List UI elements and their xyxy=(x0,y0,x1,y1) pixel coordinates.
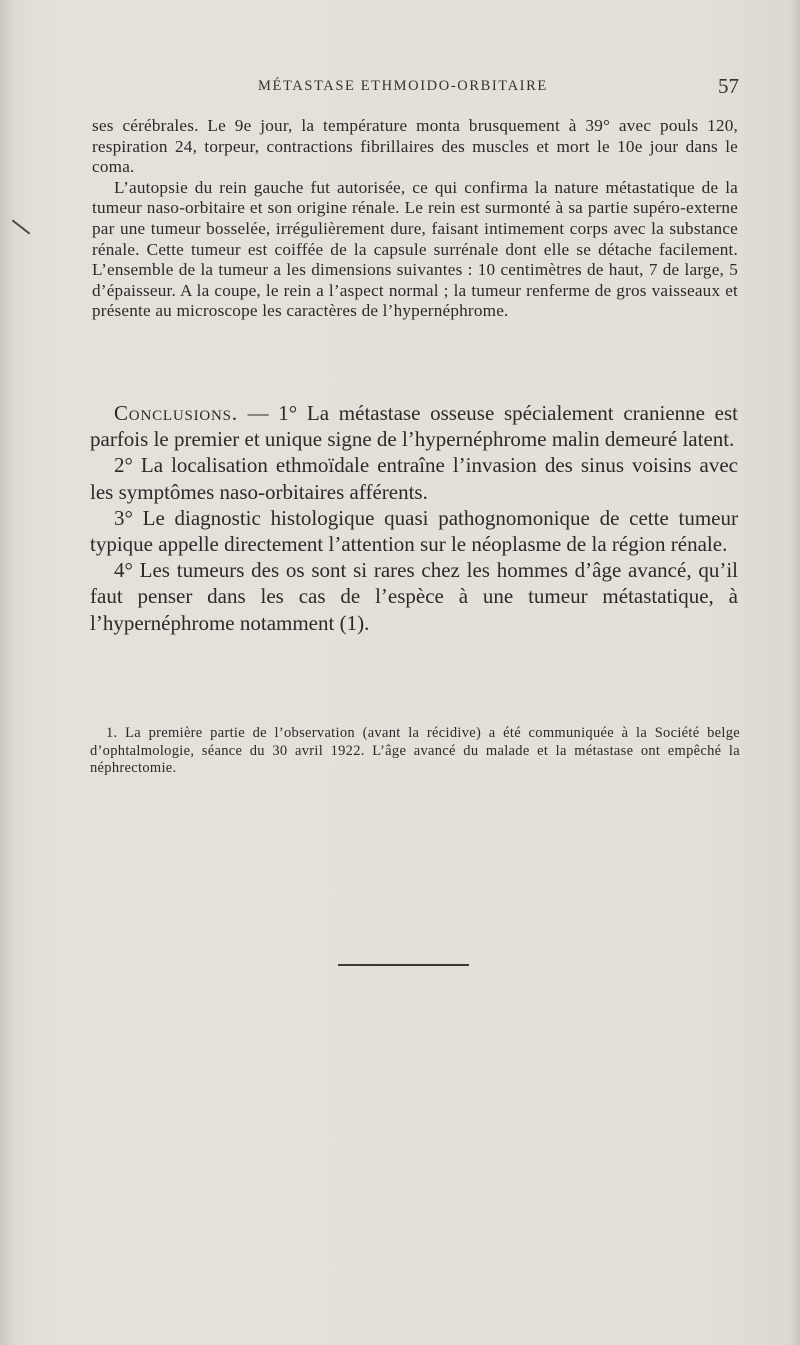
body-text xyxy=(92,116,738,322)
paragraph-1: ses cérébrales. Le 9e jour, la température monta brusquement à 39° avec pouls 120, respiration 24, torpeur, contractions fibrillaires des muscles et mort le 10e jour dans le coma. xyxy=(92,116,738,177)
margin-mark xyxy=(12,219,31,234)
page-header xyxy=(0,76,800,100)
conclusion-4: 4° Les tumeurs des os sont si rares chez les hommes d’âge avancé, qu’il faut penser dans les cas de l’espèce à une tumeur métastatique, à l’hypernéphrome notamment (1). xyxy=(90,558,738,635)
conclusion-1 xyxy=(90,400,738,452)
conclusions-section xyxy=(90,400,738,636)
end-rule xyxy=(338,964,469,966)
conclusions-heading: Conclusions. xyxy=(114,401,238,425)
conclusion-2: 2° La localisation ethmoïdale entraîne l’invasion des sinus voisins avec les symptômes naso-orbitaires afférents. xyxy=(90,453,738,504)
conclusion-1-text: — 1° La métastase osseuse spécialement cranienne est parfois le premier et unique signe de l’hypernéphrome malin demeuré latent. xyxy=(90,401,739,452)
page-number: 57 xyxy=(718,74,739,98)
paragraph-2: L’autopsie du rein gauche fut autorisée, ce qui confirma la nature métastatique de la tumeur naso-orbitaire et son origine rénale. Le rein est surmonté à sa partie supéro-externe par une tumeur bosselée, irrégulièrement dure, faisant intimement corps avec la substance rénale. Cette tumeur est coiffée de la capsule surrénale dont elle se détache facilement. L’ensemble de la tumeur a les dimensions suivantes : 10 centimètres de haut, 7 de large, 5 d’épaisseur. A la coupe, le rein a l’aspect normal ; la tumeur renferme de gros vaisseaux et présente au microscope les caractères de l’hypernéphrome. xyxy=(92,177,738,321)
running-title: MÉTASTASE ETHMOIDO-ORBITAIRE xyxy=(258,78,548,94)
footnote xyxy=(90,725,740,778)
conclusion-3: 3° Le diagnostic histologique quasi pathognomonique de cette tumeur typique appelle directement l’attention sur le néoplasme de la région rénale. xyxy=(90,505,738,557)
footnote-text: 1. La première partie de l’observation (avant la récidive) a été communiquée à la Société belge d’ophtalmologie, séance du 30 avril 1922. L’âge avancé du malade et la métastase ont empêché la néphrectomie. xyxy=(90,725,740,776)
